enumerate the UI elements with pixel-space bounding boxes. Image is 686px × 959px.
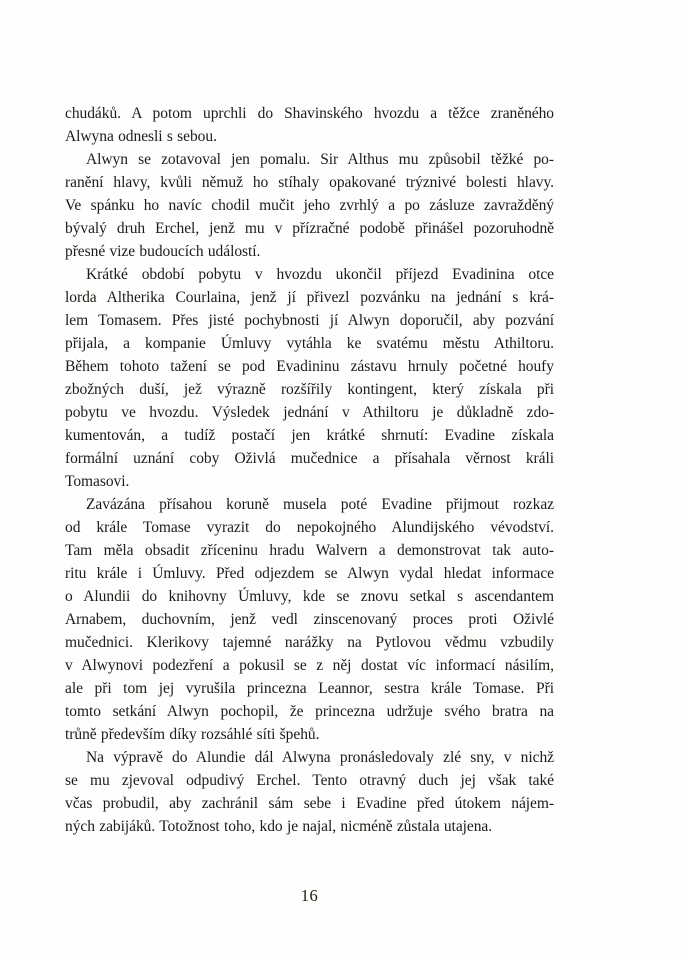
- text-line: ale při tom jej vyrušila princezna Leannor, sestra krále Tomase. Při: [65, 680, 554, 697]
- text-line: lem Tomasem. Přes jisté pochybnosti jí Alwyn doporučil, aby pozvání: [65, 312, 554, 329]
- text-line: lorda Altherika Courlaina, jenž jí přivezl pozvánku na jednání s krá-: [65, 289, 554, 306]
- text-line: Na výpravě do Alundie dál Alwyna pronásledovaly zlé sny, v nichž: [86, 749, 554, 766]
- text-line: Tam měla obsadit zříceninu hradu Walvern a demonstrovat tak auto-: [65, 542, 554, 559]
- text-line: Zavázána přísahou koruně musela poté Evadine přijmout rozkaz: [86, 496, 554, 513]
- text-line: chudáků. A potom uprchli do Shavinského hvozdu a těžce zraněného: [65, 105, 554, 122]
- text-line: v Alwynovi podezření a pokusil se z něj dostat víc informací násilím,: [65, 657, 554, 674]
- text-line: Krátké období pobytu v hvozdu ukončil příjezd Evadinina otce: [86, 266, 554, 283]
- text-line: přesné vize budoucích událostí.: [65, 243, 261, 260]
- text-line: Tomasovi.: [65, 473, 130, 490]
- text-line: Arnabem, duchovním, jenž vedl zinscenovaný proces proti Oživlé: [65, 611, 554, 628]
- text-line: zbožných duší, jež výrazně rozšířily kontingent, který získala při: [65, 381, 554, 398]
- paragraph: [65, 102, 554, 148]
- text-line: bývalý druh Erchel, jenž mu v přízračné podobě přinášel pozoruhodně: [65, 220, 554, 237]
- text-block: [65, 102, 554, 838]
- text-line: pobytu ve hvozdu. Výsledek jednání v Athiltoru je důkladně zdo-: [65, 404, 554, 421]
- text-line: tomto setkání Alwyn pochopil, že princezna udržuje svého bratra na: [65, 703, 554, 720]
- paragraph: [65, 493, 554, 746]
- paragraph: [65, 148, 554, 263]
- paragraph: [65, 746, 554, 838]
- text-line: včas probudil, aby zachránil sám sebe i Evadine před útokem nájem-: [65, 795, 554, 812]
- text-line: od krále Tomase vyrazit do nepokojného Alundijského vévodství.: [65, 519, 554, 536]
- text-line: trůně především díky rozsáhlé síti špehů.: [65, 726, 320, 743]
- paragraph: [65, 263, 554, 493]
- text-line: Ve spánku ho navíc chodil mučit jeho zvrhlý a po zásluze zavražděný: [65, 197, 554, 214]
- text-line: Alwyna odnesli s sebou.: [65, 128, 217, 145]
- text-line: Alwyn se zotavoval jen pomalu. Sir Althus mu způsobil těžké po-: [86, 151, 554, 168]
- text-line: přijala, a kompanie Úmluvy vytáhla ke svatému městu Athiltoru.: [65, 335, 554, 352]
- text-line: ritu krále i Úmluvy. Před odjezdem se Alwyn vydal hledat informace: [65, 565, 554, 582]
- text-line: mučednici. Klerikovy tajemné narážky na Pytlovou vědmu vzbudily: [65, 634, 554, 651]
- page-number: 16: [300, 886, 319, 905]
- text-line: o Alundii do knihovny Úmluvy, kde se znovu setkal s ascendantem: [65, 588, 554, 605]
- text-line: Během tohoto tažení se pod Evadininu zástavu hrnuly početné houfy: [65, 358, 554, 375]
- text-line: kumentován, a tudíž postačí jen krátké shrnutí: Evadine získala: [65, 427, 554, 444]
- text-line: formální uznání coby Oživlá mučednice a přísahala věrnost králi: [65, 450, 554, 467]
- text-line: se mu zjevoval odpudivý Erchel. Tento otravný duch jej však také: [65, 772, 554, 789]
- text-line: ných zabijáků. Totožnost toho, kdo je najal, nicméně zůstala utajena.: [65, 818, 493, 835]
- text-line: ranění hlavy, kvůli němuž ho stíhaly opakované trýznivé bolesti hlavy.: [65, 174, 554, 191]
